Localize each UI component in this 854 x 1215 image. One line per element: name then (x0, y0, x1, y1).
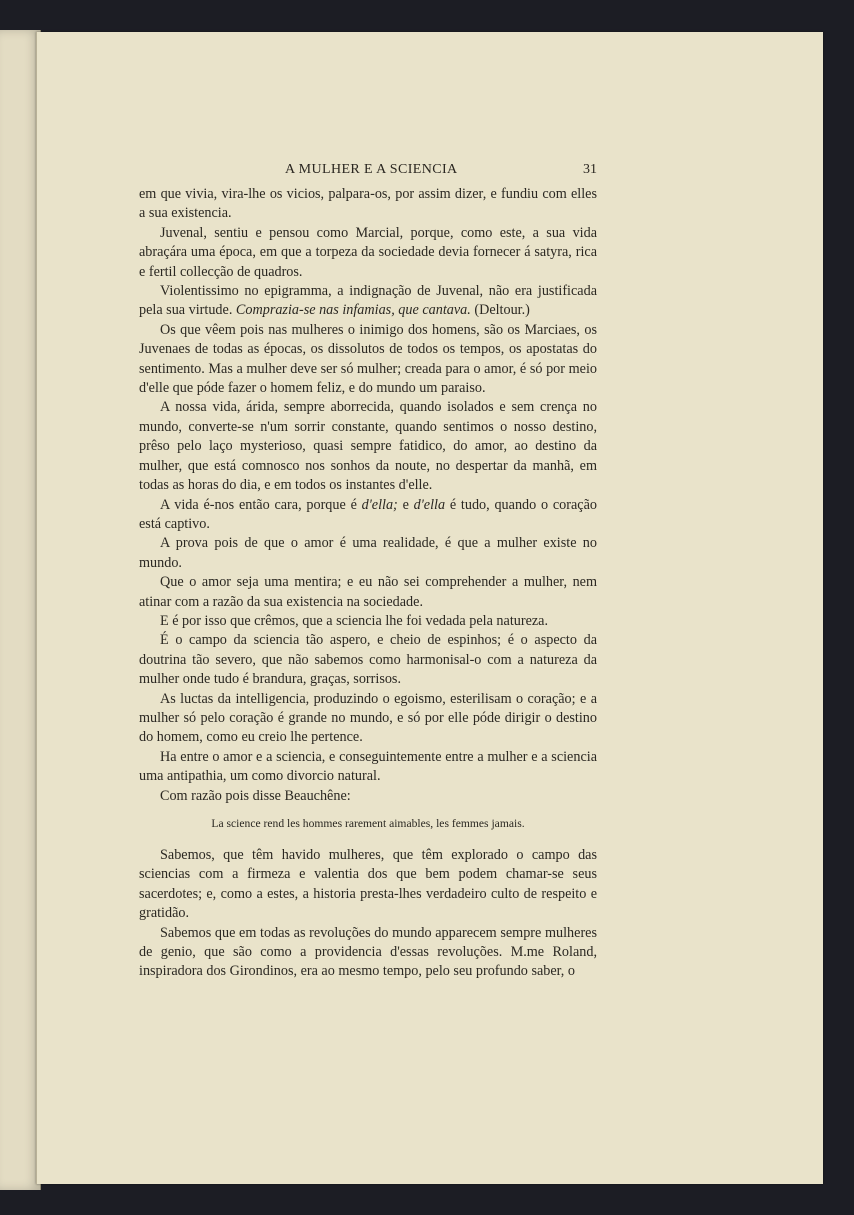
paragraph: Sabemos, que têm havido mulheres, que têm explorado o campo das sciencias com a firmeza e valentia dos que bem podem chamar-se seus sacerdotes; e, como a estes, a historia presta-lhes verdadeiro culto de respeito e gratidão. (139, 847, 597, 922)
paragraph: Os que vêem pois nas mulheres o inimigo dos homens, são os Marciaes, os Juvenaes de todas as épocas, os dissolutos de todos os tempos, os apostatas do sentimento. Mas a mulher deve ser só mulher; creada para o amor, é só por meio d'elle que póde fazer o homem feliz, e do mundo um paraiso. (139, 321, 597, 397)
italic-quote: Comprazia-se nas infamias, que cantava. (235, 302, 471, 319)
paragraph: Juvenal, sentiu e pensou como Marcial, porque, como este, a sua vida abraçára uma época, em que a torpeza da sociedade devia fornecer á satyra, rica e fertil collecção de quadros. (139, 224, 597, 280)
french-quotation: La science rend les hommes rarement aimables, les femmes jamais. (211, 817, 525, 830)
paragraph: As luctas da intelligencia, produzindo o egoismo, esterilisam o coração; e a mulher só pelo coração é grande no mundo, e só por elle póde dirigir o destino do homem, como eu creio lhe pertence. (139, 690, 597, 746)
paragraph: Ha entre o amor e a sciencia, e conseguintemente entre a mulher e a sciencia uma antipathia, um como divorcio natural. (139, 748, 597, 785)
italic-word: d'ella; (361, 496, 398, 513)
italic-word: d'ella (413, 496, 446, 513)
text-run: (Deltour.) (470, 302, 530, 319)
page-header (139, 160, 597, 180)
previous-page-edge (0, 30, 41, 1190)
text-run: e (397, 496, 414, 513)
text-run: Violentissimo no epigramma, a indignação de Juvenal, não era justificada pela sua virtude. (139, 283, 597, 319)
paragraph: É o campo da sciencia tão aspero, e cheio de espinhos; é o aspecto da doutrina tão severo, que não sabemos como harmonisal-o com a natureza da mulher onde tudo é brandura, graças, sorrisos. (139, 632, 597, 688)
paragraph: Com razão pois disse Beauchêne: (160, 787, 351, 804)
paragraph (139, 496, 597, 535)
page-number: 31 (583, 162, 597, 177)
paragraph: A nossa vida, árida, sempre aborrecida, quando isolados e sem crença no mundo, converte-se n'um sorrir constante, quando sentimos o nosso destino, prêso pelo laço mysterioso, quasi sempre fatidico, do amor, ao destino da mulher, que está comnosco nos sonhos da noute, no despertar da manhã, em todas as horas do dia, e em todos os instantes d'elle. (139, 399, 597, 494)
text-run: é tudo, quando o coração está captivo. (139, 496, 597, 532)
paragraph (139, 282, 597, 321)
paragraph: A prova pois de que o amor é uma realidade, é que a mulher existe no mundo. (139, 535, 597, 571)
running-title: A MULHER E A SCIENCIA (285, 162, 458, 177)
paragraph: Que o amor seja uma mentira; e eu não sei comprehender a mulher, nem atinar com a razão da sua existencia na sociedade. (139, 574, 597, 610)
text-run: A vida é-nos então cara, porque é (160, 496, 362, 513)
body-text (139, 185, 597, 982)
paragraph: em que vivia, vira-lhe os vicios, palpara-os, por assim dizer, e fundiu com elles a sua existencia. (139, 186, 597, 222)
paragraph: E é por isso que crêmos, que a sciencia lhe foi vedada pela natureza. (160, 612, 549, 629)
paragraph: Sabemos que em todas as revoluções do mundo apparecem sempre mulheres de genio, que são como a providencia d'essas revoluções. M.me Roland, inspiradora dos Girondinos, era ao mesmo tempo, pelo seu profundo saber, o (139, 924, 597, 980)
